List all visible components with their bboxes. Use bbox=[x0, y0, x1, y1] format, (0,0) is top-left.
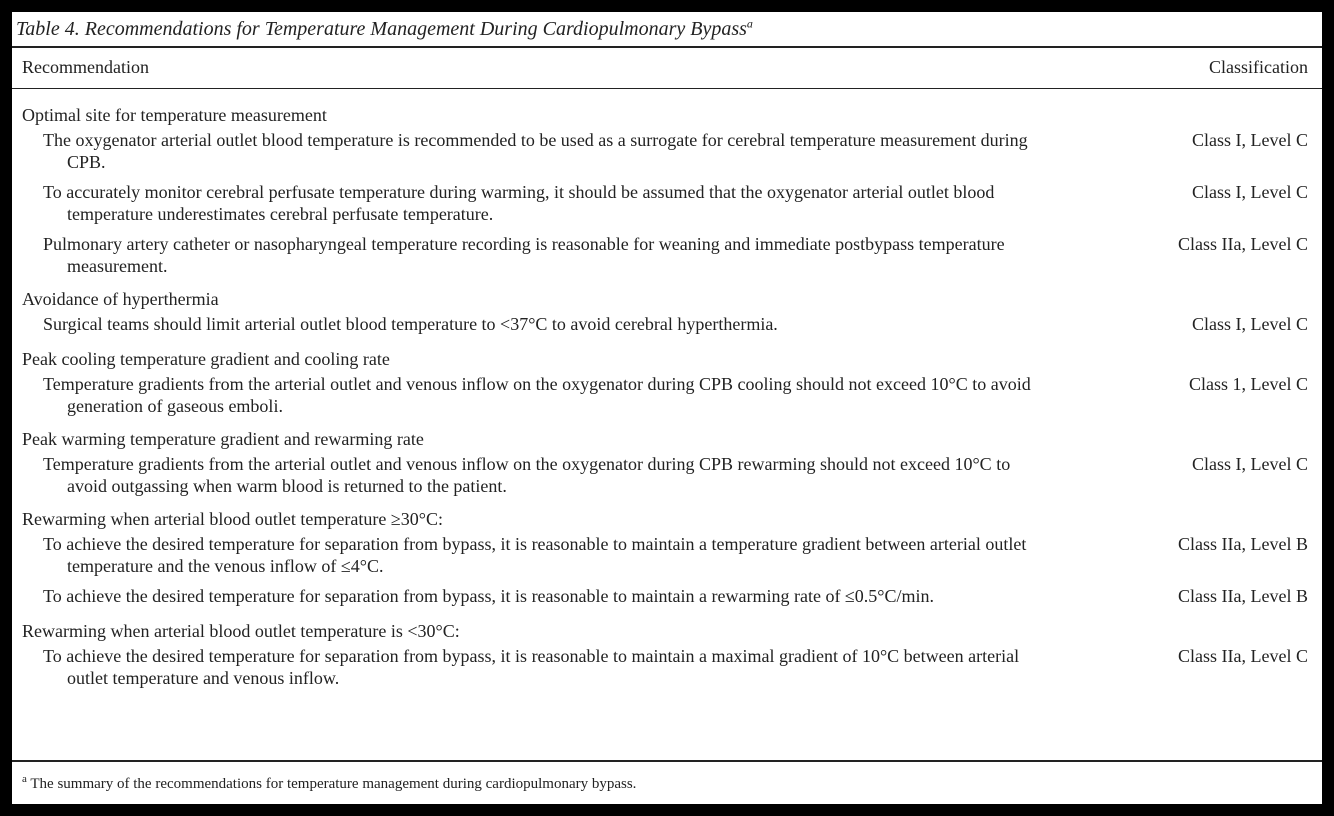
table-title bbox=[16, 16, 753, 42]
recommendation-classification: Class I, Level C bbox=[1192, 454, 1308, 474]
recommendation-row bbox=[12, 645, 1322, 697]
recommendation-text: Surgical teams should limit arterial outlet blood temperature to <37°C to avoid cerebral hyperthermia. bbox=[43, 314, 778, 334]
recommendation-text: Temperature gradients from the arterial outlet and venous inflow on the oxygenator during CPB rewarming should not exceed 10°C to avoid outgassing when warm blood is returned to the patient. bbox=[43, 454, 1011, 496]
section-heading: Rewarming when arterial blood outlet temperature is <30°C: bbox=[22, 621, 460, 641]
recommendation-text: The oxygenator arterial outlet blood temperature is recommended to be used as a surrogate for cerebral temperature measurement during CPB. bbox=[43, 130, 1028, 172]
header-recommendation: Recommendation bbox=[22, 57, 149, 77]
recommendation-classification: Class I, Level C bbox=[1192, 314, 1308, 334]
recommendation-text: Pulmonary artery catheter or nasopharyngeal temperature recording is reasonable for weaning and immediate postbypass temperature measurement. bbox=[43, 234, 1005, 276]
recommendation-classification: Class IIa, Level C bbox=[1178, 646, 1308, 666]
recommendation-text: To accurately monitor cerebral perfusate temperature during warming, it should be assumed that the oxygenator arterial outlet blood temperature underestimates cerebral perfusate temperature. bbox=[43, 182, 995, 224]
recommendation-row bbox=[12, 233, 1322, 285]
recommendation-classification: Class IIa, Level B bbox=[1178, 586, 1308, 606]
recommendation-text: To achieve the desired temperature for separation from bypass, it is reasonable to maintain a maximal gradient of 10°C between arterial outlet temperature and venous inflow. bbox=[43, 646, 1020, 688]
recommendation-text: Temperature gradients from the arterial outlet and venous inflow on the oxygenator during CPB cooling should not exceed 10°C to avoid generation of gaseous emboli. bbox=[43, 374, 1031, 416]
table-title-footnote-marker: a bbox=[746, 16, 753, 31]
recommendation-classification: Class 1, Level C bbox=[1189, 374, 1308, 394]
recommendation-classification: Class I, Level C bbox=[1192, 182, 1308, 202]
recommendation-row bbox=[12, 129, 1322, 181]
recommendation-row bbox=[12, 373, 1322, 425]
footnote-marker: a bbox=[22, 773, 27, 785]
section-heading: Peak cooling temperature gradient and cooling rate bbox=[22, 349, 390, 369]
footnote-text: The summary of the recommendations for temperature management during cardiopulmonary bypass. bbox=[30, 776, 637, 792]
recommendation-classification: Class IIa, Level B bbox=[1178, 534, 1308, 554]
recommendation-text: To achieve the desired temperature for separation from bypass, it is reasonable to maintain a temperature gradient between arterial outlet temperature and the venous inflow of ≤4°C. bbox=[43, 534, 1027, 576]
recommendation-row bbox=[12, 181, 1322, 233]
recommendation-row bbox=[12, 313, 1322, 345]
recommendation-row bbox=[12, 585, 1322, 617]
table-page bbox=[12, 12, 1322, 804]
section-heading: Rewarming when arterial blood outlet temperature ≥30°C: bbox=[22, 509, 443, 529]
recommendation-row bbox=[12, 533, 1322, 585]
bottom-rule bbox=[12, 760, 1322, 762]
section-heading: Peak warming temperature gradient and rewarming rate bbox=[22, 429, 424, 449]
recommendation-classification: Class I, Level C bbox=[1192, 130, 1308, 150]
table-footnote bbox=[22, 774, 636, 794]
section-heading: Optimal site for temperature measurement bbox=[22, 105, 327, 125]
recommendation-row bbox=[12, 453, 1322, 505]
recommendation-classification: Class IIa, Level C bbox=[1178, 234, 1308, 254]
top-rule bbox=[12, 46, 1322, 48]
header-rule bbox=[12, 88, 1322, 89]
section-heading: Avoidance of hyperthermia bbox=[22, 289, 219, 309]
table-body bbox=[12, 101, 1322, 697]
header-classification: Classification bbox=[1209, 57, 1308, 77]
table-title-text: Table 4. Recommendations for Temperature Management During Cardiopulmonary Bypass bbox=[16, 18, 747, 40]
recommendation-text: To achieve the desired temperature for separation from bypass, it is reasonable to maintain a rewarming rate of ≤0.5°C/min. bbox=[43, 586, 935, 606]
